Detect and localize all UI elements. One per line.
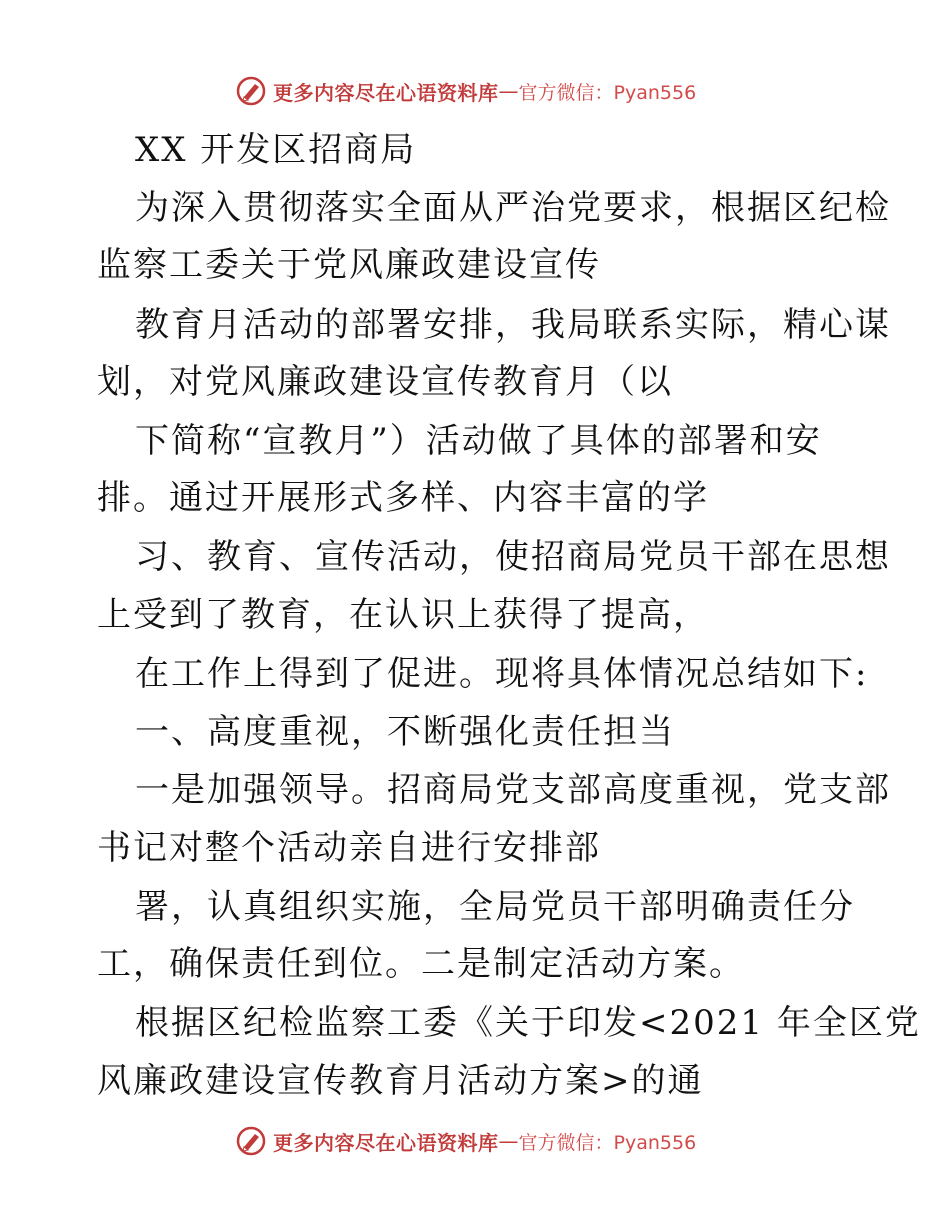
watermark-main-text: 更多内容尽在心语资料库 [273, 1130, 499, 1155]
document-line: 为深入贯彻落实全面从严治党要求，根据区纪检 [135, 188, 891, 228]
document-line: 在工作上得到了促进。现将具体情况总结如下: [135, 654, 869, 694]
document-line: 工，确保责任到位。二是制定活动方案。 [97, 944, 745, 984]
document-line: 署，认真组织实施，全局党员干部明确责任分 [135, 887, 855, 927]
document-line: 排。通过开展形式多样、内容丰富的学 [97, 478, 709, 518]
watermark-header [235, 74, 715, 108]
watermark-contact-text: 官方微信：Pyan556 [518, 81, 697, 104]
document-line: 一是加强领导。招商局党支部高度重视，党支部 [135, 770, 891, 810]
document-line: 划，对党风廉政建设宣传教育月（以 [97, 362, 673, 402]
document-line: 书记对整个活动亲自进行安排部 [97, 828, 601, 868]
document-line: 上受到了教育，在认识上获得了提高， [97, 595, 709, 635]
pen-logo-icon [235, 1125, 267, 1157]
pen-logo-icon [235, 75, 267, 107]
watermark-main-text: 更多内容尽在心语资料库 [273, 80, 499, 105]
watermark-footer [235, 1124, 715, 1158]
document-line: 风廉政建设宣传教育月活动方案>的通 [97, 1061, 704, 1101]
watermark-dash: — [498, 79, 519, 103]
document-line: 下简称“宣教月”）活动做了具体的部署和安 [135, 421, 822, 461]
section-heading: 一、高度重视，不断强化责任担当 [135, 712, 675, 752]
watermark-contact-text: 官方微信：Pyan556 [518, 1131, 697, 1154]
document-line: 监察工委关于党风廉政建设宣传 [97, 245, 601, 285]
document-line: 教育月活动的部署安排，我局联系实际，精心谋 [135, 305, 891, 345]
document-line: 根据区纪检监察工委《关于印发<2021 年全区党 [135, 1003, 921, 1043]
document-line: 习、教育、宣传活动，使招商局党员干部在思想 [135, 537, 891, 577]
watermark-dash: — [498, 1129, 519, 1153]
document-line: XX 开发区招商局 [135, 130, 417, 170]
